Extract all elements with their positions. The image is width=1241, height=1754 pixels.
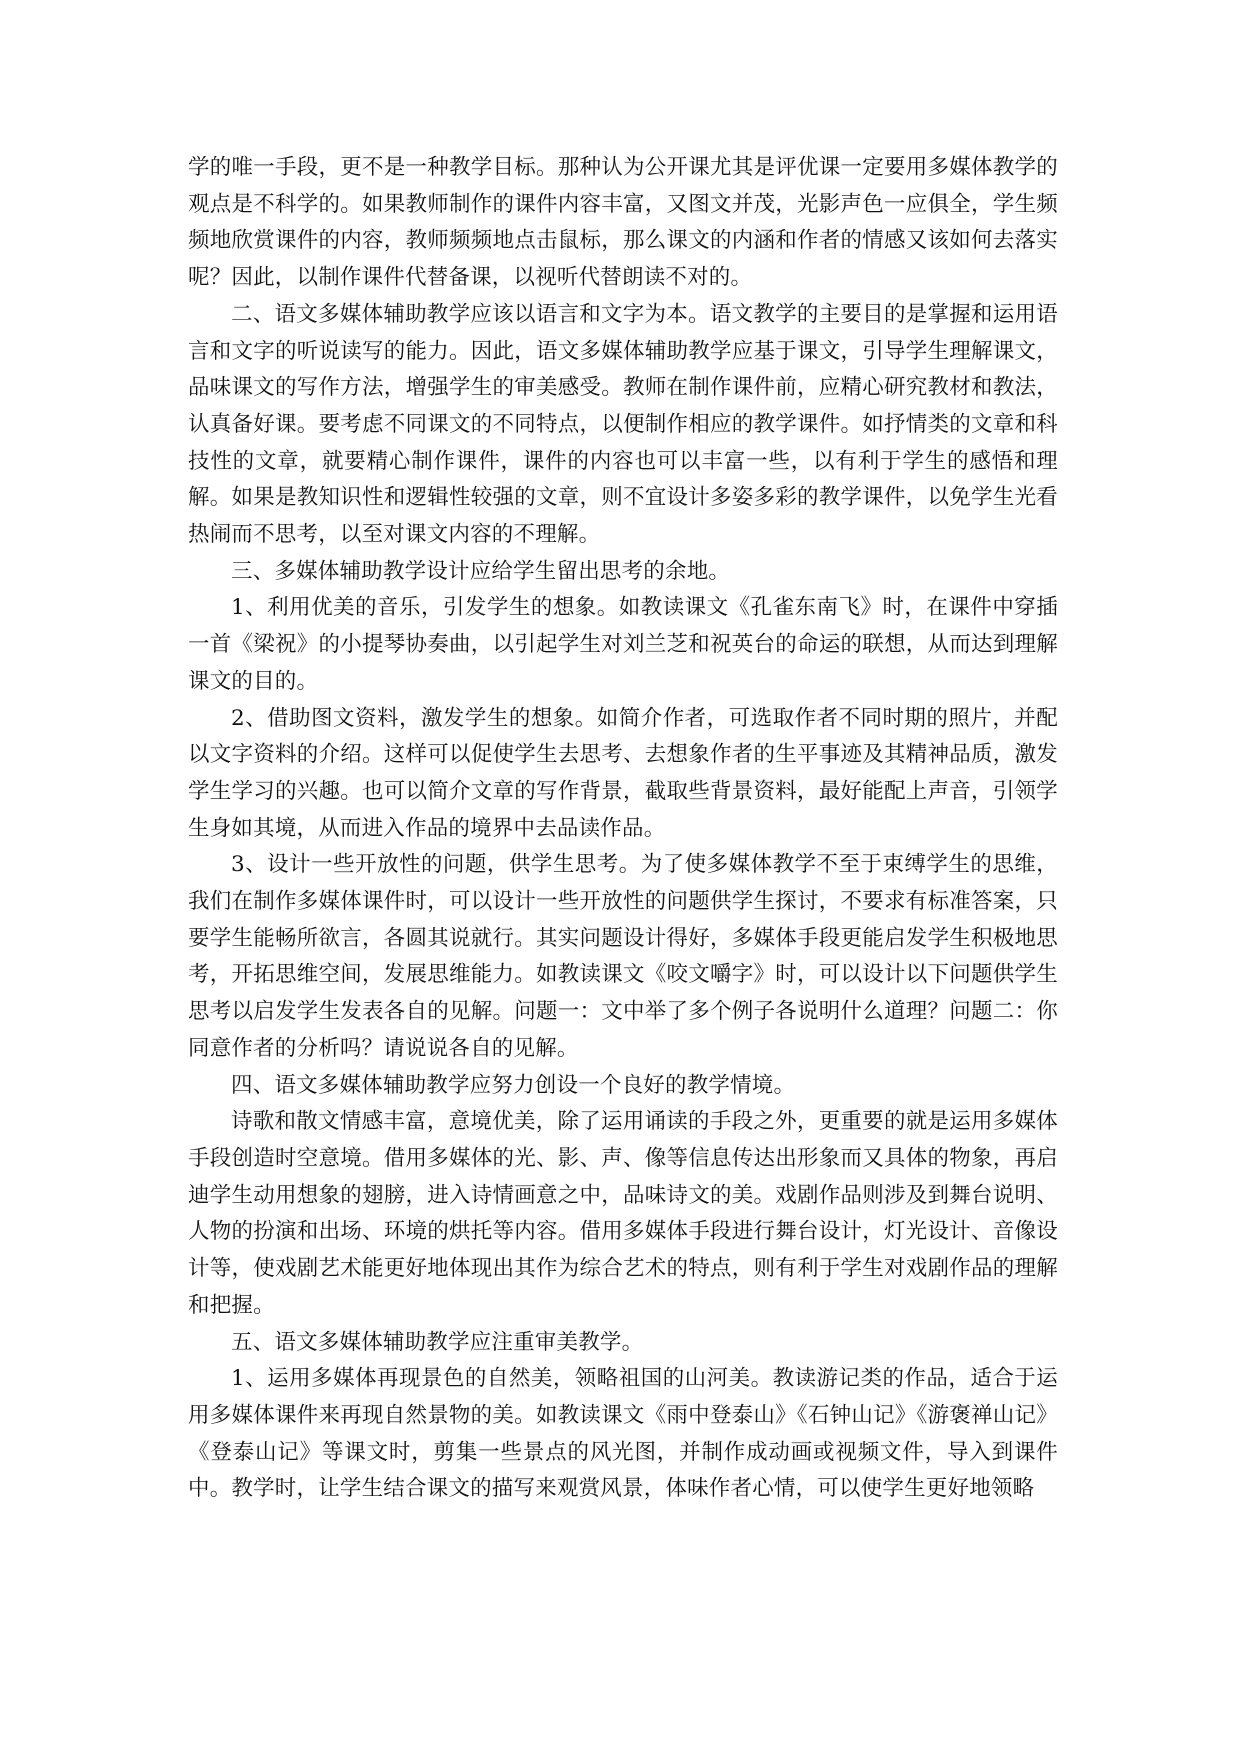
section-heading-4: 四、语文多媒体辅助教学应努力创设一个良好的教学情境。 <box>231 1072 796 1098</box>
document-body <box>188 150 1058 1508</box>
paragraph-8: 诗歌和散文情感丰富，意境优美，除了运用诵读的手段之外，更重要的就是运用多媒体手段创造时空意境。借用多媒体的光、影、声、像等信息传达出形象而又具体的物象，再启迪学生动用想象的翅膀，进入诗情画意之中，品味诗文的美。戏剧作品则涉及到舞台说明、人物的扮演和出场、环境的烘托等内容。借用多媒体手段进行舞台设计，灯光设计、音像设计等，使戏剧艺术能更好地体现出其作为综合艺术的特点，则有利于学生对戏剧作品的理解和把握。 <box>188 1109 1058 1318</box>
section-heading-5: 五、语文多媒体辅助教学应注重审美教学。 <box>231 1329 644 1355</box>
paragraph-5: 2、借助图文资料，激发学生的想象。如简介作者，可选取作者不同时期的照片，并配以文字资料的介绍。这样可以促使学生去思考、去想象作者的生平事迹及其精神品质，激发学生学习的兴趣。也可以简介文章的写作背景，截取些背景资料，最好能配上声音，引领学生身如其境，从而进入作品的境界中去品读作品。 <box>188 705 1058 841</box>
paragraph-2: 二、语文多媒体辅助教学应该以语言和文字为本。语文教学的主要目的是掌握和运用语言和文字的听说读写的能力。因此，语文多媒体辅助教学应基于课文，引导学生理解课文，品味课文的写作方法，增强学生的审美感受。教师在制作课件前，应精心研究教材和教法，认真备好课。要考虑不同课文的不同特点，以便制作相应的教学课件。如抒情类的文章和科技性的文章，就要精心制作课件，课件的内容也可以丰富一些，以有利于学生的感悟和理解。如果是教知识性和逻辑性较强的文章，则不宜设计多姿多彩的教学课件，以免学生光看热闹而不思考，以至对课文内容的不理解。 <box>188 301 1058 548</box>
paragraph-6: 3、设计一些开放性的问题，供学生思考。为了使多媒体教学不至于束缚学生的思维，我们在制作多媒体课件时，可以设计一些开放性的问题供学生探讨，不要求有标准答案，只要学生能畅所欲言，各圆其说就行。其实问题设计得好，多媒体手段更能启发学生积极地思考，开拓思维空间，发展思维能力。如教读课文《咬文嚼字》时，可以设计以下问题供学生思考以启发学生发表各自的见解。问题一：文中举了多个例子各说明什么道理？问题二：你同意作者的分析吗？请说说各自的见解。 <box>188 852 1058 1061</box>
paragraph-4: 1、利用优美的音乐，引发学生的想象。如教读课文《孔雀东南飞》时，在课件中穿插一首《梁祝》的小提琴协奏曲，以引起学生对刘兰芝和祝英台的命运的联想，从而达到理解课文的目的。 <box>188 595 1058 694</box>
paragraph-1: 学的唯一手段，更不是一种教学目标。那种认为公开课尤其是评优课一定要用多媒体教学的观点是不科学的。如果教师制作的课件内容丰富，又图文并茂，光影声色一应俱全，学生频频地欣赏课件的内容，教师频频地点击鼠标，那么课文的内涵和作者的情感又该如何去落实呢？因此，以制作课件代替备课，以视听代替朗读不对的。 <box>188 155 1058 291</box>
section-heading-3: 三、多媒体辅助教学设计应给学生留出思考的余地。 <box>231 558 731 584</box>
paragraph-10: 1、运用多媒体再现景色的自然美，领略祖国的山河美。教读游记类的作品，适合于运用多媒体课件来再现自然景物的美。如教读课文《雨中登泰山》《石钟山记》《游褒禅山记》《登泰山记》等课文时，剪集一些景点的风光图，并制作成动画或视频文件，导入到课件中。教学时，让学生结合课文的描写来观赏风景，体味作者心情，可以使学生更好地领略 <box>188 1366 1058 1502</box>
